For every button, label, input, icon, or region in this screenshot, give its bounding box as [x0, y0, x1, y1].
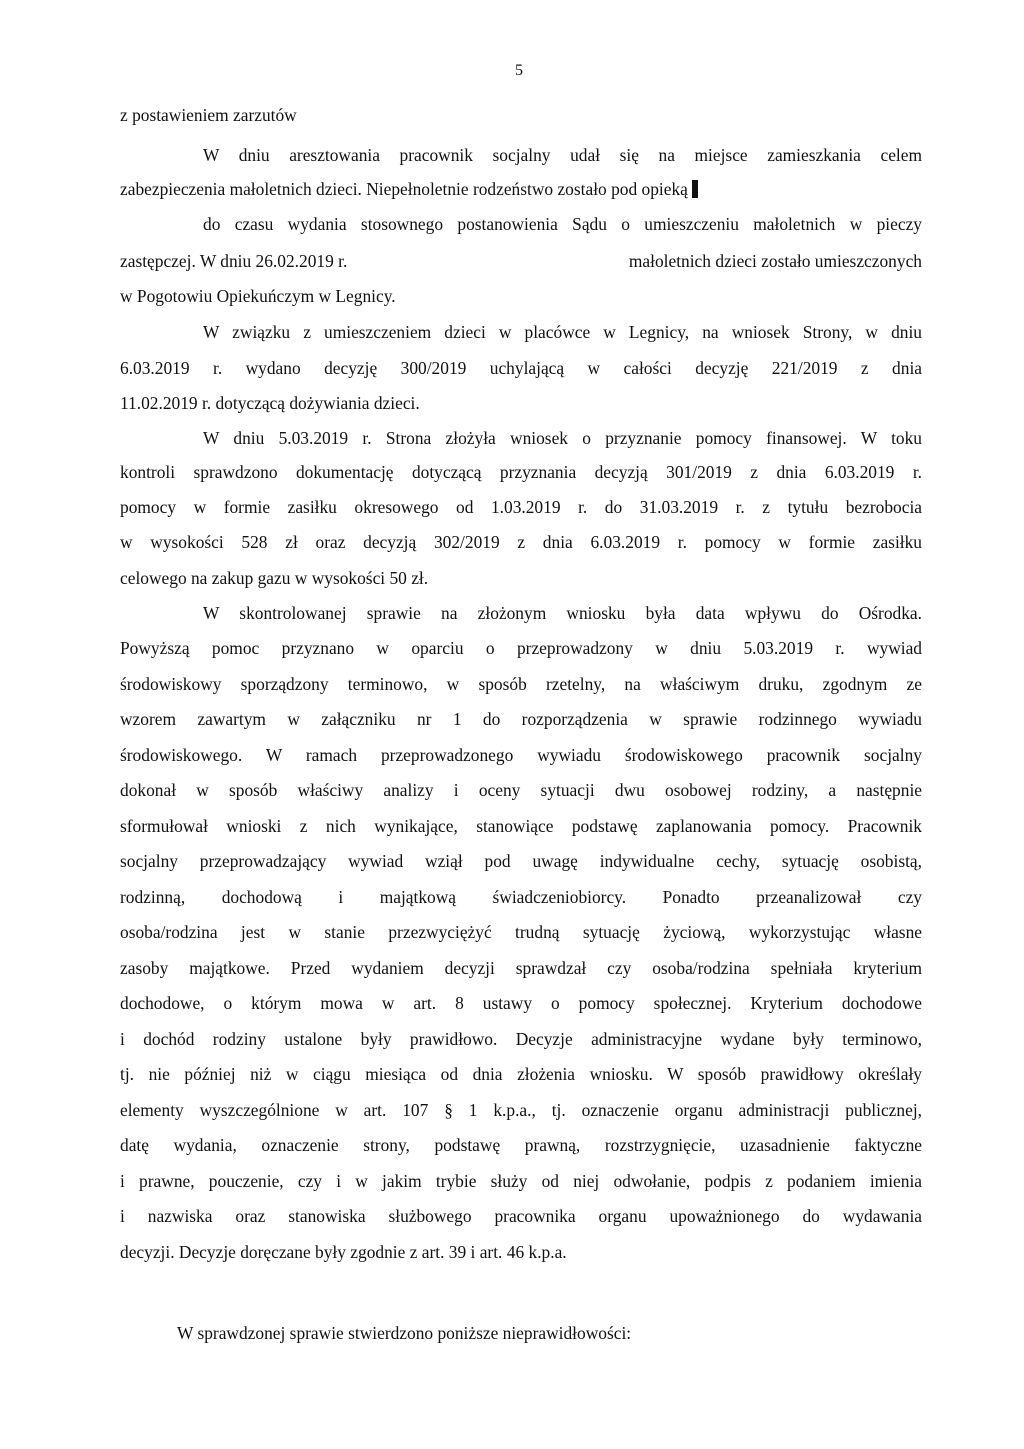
text-line: i nazwiska oraz stanowiska służbowego pracownika organu upoważnionego do wydawania	[120, 1206, 922, 1226]
text-line: do czasu wydania stosownego postanowienia Sądu o umieszczeniu małoletnich w pieczy	[203, 214, 922, 234]
text-line: i prawne, pouczenie, czy i w jakim trybie służy od niej odwołanie, podpis z podaniem imienia	[120, 1171, 922, 1191]
text-line: celowego na zakup gazu w wysokości 50 zł.	[120, 568, 429, 588]
text-line: sformułował wnioski z nich wynikające, stanowiące podstawę zaplanowania pomocy. Pracownik	[120, 816, 922, 836]
text-line: socjalny przeprowadzający wywiad wziął pod uwagę indywidualne cechy, sytuację osobistą,	[120, 851, 922, 871]
text-line: środowiskowego. W ramach przeprowadzonego wywiadu środowiskowego pracownik socjalny	[120, 745, 922, 765]
text-line: w Pogotowiu Opiekuńczym w Legnicy.	[120, 286, 396, 306]
text-line: kontroli sprawdzono dokumentację dotyczącą przyznania decyzją 301/2019 z dnia 6.03.2019 r.	[120, 462, 922, 482]
text-line: W skontrolowanej sprawie na złożonym wniosku była data wpływu do Ośrodka.	[203, 603, 922, 623]
text-line: rodzinną, dochodową i majątkową świadczeniobiorcy. Ponadto przeanalizował czy	[120, 887, 922, 907]
text-line: dokonał w sposób właściwy analizy i oceny sytuacji dwu osobowej rodziny, a następnie	[120, 780, 922, 800]
text-line	[120, 178, 698, 200]
text-line: dochodowe, o którym mowa w art. 8 ustawy o pomocy społecznej. Kryterium dochodowe	[120, 993, 922, 1013]
text-line: środowiskowy sporządzony terminowo, w sposób rzetelny, na właściwym druku, zgodnym ze	[120, 674, 922, 694]
text-line: 11.02.2019 r. dotyczącą dożywiania dzieci.	[120, 393, 420, 413]
text-line: elementy wyszczególnione w art. 107 § 1 k.p.a., tj. oznaczenie organu administracji publicznej,	[120, 1100, 922, 1120]
text-line: z postawieniem zarzutów	[120, 105, 297, 125]
text-line: W związku z umieszczeniem dzieci w placówce w Legnicy, na wniosek Strony, w dniu	[203, 322, 922, 342]
text-line: zasoby majątkowe. Przed wydaniem decyzji sprawdzał czy osoba/rodzina spełniała kryterium	[120, 958, 922, 978]
text-line: osoba/rodzina jest w stanie przezwyciężyć trudną sytuację życiową, wykorzystując własne	[120, 922, 922, 942]
text-line: W dniu 5.03.2019 r. Strona złożyła wniosek o przyznanie pomocy finansowej. W toku	[203, 428, 922, 448]
text-line: w wysokości 528 zł oraz decyzją 302/2019 z dnia 6.03.2019 r. pomocy w formie zasiłku	[120, 532, 922, 552]
text-line: pomocy w formie zasiłku okresowego od 1.03.2019 r. do 31.03.2019 r. z tytułu bezrobocia	[120, 497, 922, 517]
text-line: tj. nie później niż w ciągu miesiąca od dnia złożenia wniosku. W sposób prawidłowy określały	[120, 1064, 922, 1084]
text-segment: małoletnich dzieci zostało umieszczonych	[628, 251, 922, 271]
text-segment: zastępczej. W dniu 26.02.2019 r.	[120, 251, 348, 271]
text-line: datę wydania, oznaczenie strony, podstawę prawną, rozstrzygnięcie, uzasadnienie faktyczne	[120, 1135, 922, 1155]
text-line: wzorem zawartym w załączniku nr 1 do rozporządzenia w sprawie rodzinnego wywiadu	[120, 709, 922, 729]
text-line: Powyższą pomoc przyznano w oparciu o przeprowadzony w dniu 5.03.2019 r. wywiad	[120, 638, 922, 658]
page-number: 5	[515, 62, 523, 79]
text-line: 6.03.2019 r. wydano decyzję 300/2019 uchylającą w całości decyzję 221/2019 z dnia	[120, 358, 922, 378]
text-line: i dochód rodziny ustalone były prawidłowo. Decyzje administracyjne wydane były terminowo,	[120, 1029, 922, 1049]
text-line: W dniu aresztowania pracownik socjalny udał się na miejsce zamieszkania celem	[203, 145, 922, 165]
text-line	[120, 250, 922, 272]
text-line: decyzji. Decyzje doręczane były zgodnie z art. 39 i art. 46 k.p.a.	[120, 1242, 567, 1262]
section-lead-line: W sprawdzonej sprawie stwierdzono poniższe nieprawidłowości:	[177, 1323, 632, 1343]
redaction-mark	[692, 180, 698, 198]
text-segment: zabezpieczenia małoletnich dzieci. Niepełnoletnie rodzeństwo zostało pod opieką	[120, 179, 688, 199]
